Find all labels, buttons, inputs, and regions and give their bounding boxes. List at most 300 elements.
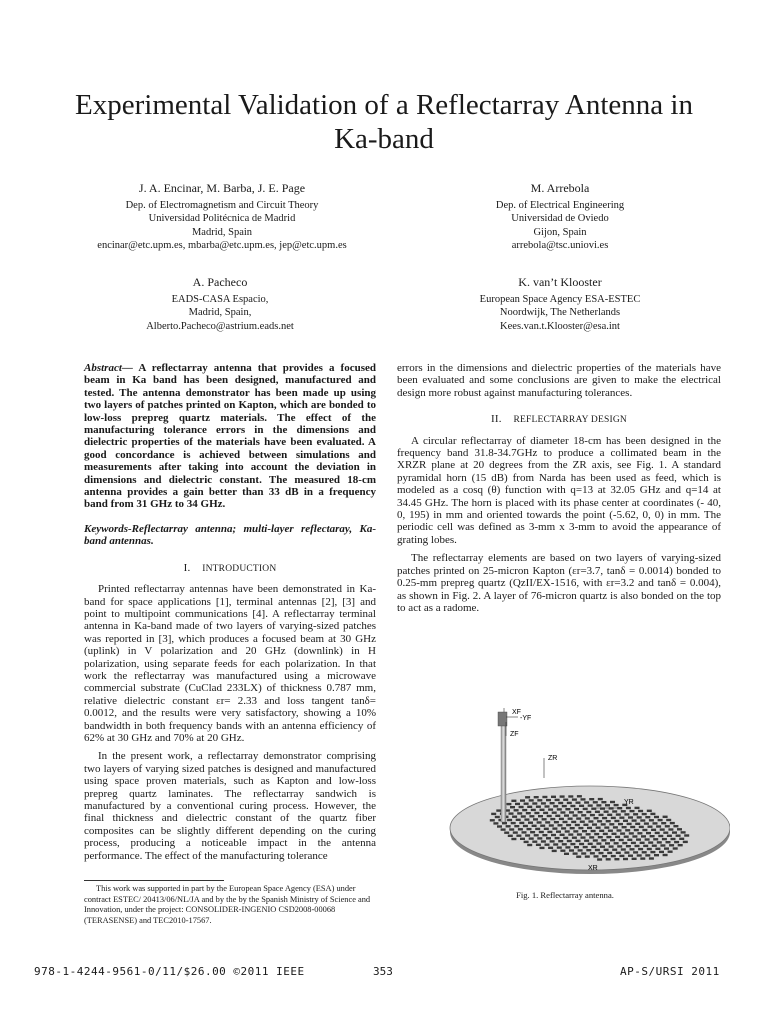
author-block-2 [420, 182, 700, 253]
patch-element [585, 817, 590, 819]
patch-element [627, 823, 632, 825]
patch-element [673, 847, 678, 849]
patch-element [667, 835, 672, 837]
affiliation-line: Noordwijk, The Netherlands [499, 307, 621, 318]
affiliation-line: Gijon, Spain [533, 226, 587, 238]
patch-element [636, 838, 641, 840]
patch-element [524, 818, 529, 820]
patch-element [651, 829, 656, 831]
patch-element [550, 840, 555, 842]
patch-element [576, 817, 581, 819]
patch-element [604, 811, 609, 813]
patch-element [573, 814, 578, 816]
patch-element [669, 844, 674, 846]
section-heading-reflectarray-design: II. REFLECTARRAY DESIGN [491, 413, 627, 426]
patch-element [663, 854, 668, 856]
patch-element [624, 836, 629, 838]
patch-element [595, 811, 600, 813]
patch-element [645, 838, 650, 840]
patch-element [558, 824, 563, 826]
patch-element [545, 844, 550, 846]
patch-element [646, 832, 651, 834]
patch-element [545, 805, 550, 807]
patch-element [510, 806, 515, 808]
patch-element [647, 810, 652, 812]
intro-paragraph-1: Printed reflectarray antennas have been demonstrated in Ka-band for space applications [1], terminal antennas [2], [3] and point to multipoint communications [4]. A reflectarray terminal antenna in Ka-band made of two layers of varying-sized patches was reported in [3], which produces a focused beam at 30 GHz (uplink) in V polarization and 20 GHz (downlink) in H polarization, using separate feeds for each polarization. In that work the reflectarray was manufactured using a microwave commercial substrate (CuClad 233LX) of thickness 0.787 mm, relative dielectric constant εr= 2.33 and loss tangent tanδ= 0.0012, and the results were very satisfactory, showing a 10% bandwidth in both frequency bands with an antenna efficiency of 62% at 30 GHz and 70% at 20 GHz. [84, 583, 376, 744]
patch-element [648, 841, 653, 843]
affiliation-line: EADS-CASA Espacio, [171, 293, 269, 305]
axis-label-xr: XR [588, 865, 598, 872]
patch-element [491, 813, 496, 815]
patch-element [655, 848, 660, 850]
affiliation-line: Universidad de Oviedo [511, 213, 609, 224]
patch-element [588, 843, 593, 845]
patch-element [668, 851, 673, 853]
patch-element [574, 808, 579, 810]
patch-element [661, 822, 666, 824]
abstract-label: Abstract— [84, 362, 133, 374]
feed-horn [498, 712, 507, 726]
patch-element [520, 838, 525, 840]
patch-element [543, 812, 548, 814]
patch-element [653, 838, 658, 840]
footer-conference: AP-S/URSI 2011 [620, 965, 720, 978]
patch-element [650, 835, 655, 837]
patch-element [547, 831, 552, 833]
patch-element [652, 845, 657, 847]
patch-element [620, 832, 625, 834]
patch-element [581, 814, 586, 816]
keywords-text: Reflectarray antenna; multi-layer reflectaray, Ka-band antennas. [84, 522, 376, 548]
patch-element [614, 820, 619, 822]
patch-element [594, 855, 599, 857]
patch-element [570, 827, 575, 829]
patch-element [506, 803, 511, 805]
patch-element [649, 857, 654, 859]
patch-element [542, 818, 547, 820]
patch-element [677, 828, 682, 830]
patch-element [650, 813, 655, 815]
patch-element [547, 815, 552, 817]
patch-element [574, 846, 579, 848]
patch-element [597, 858, 602, 860]
patch-element [516, 835, 521, 837]
patch-element [535, 828, 540, 830]
author-email: Kees.van.t.Klooster@esa.int [500, 320, 620, 332]
patch-element [671, 838, 676, 840]
patch-element [534, 796, 539, 798]
patch-element [559, 818, 564, 820]
patch-element [584, 840, 589, 842]
patch-element [504, 832, 509, 834]
patch-element [573, 852, 578, 854]
patch-element [532, 802, 537, 804]
patch-element [623, 820, 628, 822]
patch-element [612, 849, 617, 851]
patch-element [548, 808, 553, 810]
patch-element [604, 849, 609, 851]
design-paragraph-2: The reflectarray elements are based on two layers of varying-sized patches printed on 25-micron Kapton (εr=3.7, tanδ = 0.0014) bonded to 0.25-mm prepreg quartz (QzII/EX-1516, with εr=3.2 and tanδ = 0.004), as shown in Fig. 2. A layer of 76-micron quartz is also bonded on the top to act as a radome. [397, 552, 721, 614]
patch-element [642, 813, 647, 815]
patch-element [551, 796, 556, 798]
patch-element [550, 818, 555, 820]
patch-element [578, 827, 583, 829]
patch-element [658, 819, 663, 821]
keywords [84, 523, 376, 548]
affiliation-line: Dep. of Electromagnetism and Circuit Theory [125, 199, 319, 211]
patch-element [662, 838, 667, 840]
patch-element [628, 816, 633, 818]
patch-element [634, 829, 639, 831]
patch-element [580, 821, 585, 823]
patch-element [654, 816, 659, 818]
patch-element [629, 832, 634, 834]
patch-element [550, 802, 555, 804]
patch-element [593, 801, 598, 803]
patch-element [511, 838, 516, 840]
patch-element [502, 822, 507, 824]
patch-element [645, 854, 650, 856]
patch-element [585, 855, 590, 857]
patch-element [529, 815, 534, 817]
patch-element [570, 805, 575, 807]
patch-element [509, 812, 514, 814]
patch-element [607, 852, 612, 854]
patch-element [493, 822, 498, 824]
patch-element [538, 815, 543, 817]
patch-element [673, 825, 678, 827]
figure-caption: Fig. 1. Reflectarray antenna. [516, 890, 614, 900]
patch-element [606, 858, 611, 860]
patch-element [607, 814, 612, 816]
patch-element [508, 835, 513, 837]
patch-element [556, 831, 561, 833]
patch-element [572, 798, 577, 800]
patch-element [665, 825, 670, 827]
patch-element [511, 822, 516, 824]
patch-element [540, 825, 545, 827]
patch-element [641, 835, 646, 837]
patch-element [615, 836, 620, 838]
patch-element [633, 851, 638, 853]
patch-element [674, 841, 679, 843]
patch-element [605, 842, 610, 844]
patch-element [591, 846, 596, 848]
patch-element [655, 832, 660, 834]
patch-element [546, 799, 551, 801]
patch-element [650, 851, 655, 853]
patch-element [647, 848, 652, 850]
patch-element [565, 846, 570, 848]
patch-element [567, 840, 572, 842]
patch-element [599, 814, 604, 816]
patch-element [560, 795, 565, 797]
patch-element [645, 816, 650, 818]
patch-element [518, 828, 523, 830]
patch-element [540, 847, 545, 849]
patch-element [565, 808, 570, 810]
patch-element [562, 843, 567, 845]
patch-element [666, 819, 671, 821]
patch-element [617, 829, 622, 831]
patch-element [576, 840, 581, 842]
patch-element [644, 822, 649, 824]
patch-element [681, 831, 686, 833]
patch-element [563, 799, 568, 801]
patch-element [513, 831, 518, 833]
patch-element [600, 846, 605, 848]
patch-element [672, 831, 677, 833]
patch-element [524, 803, 529, 805]
patch-element [601, 839, 606, 841]
patch-element [626, 845, 631, 847]
patch-element [588, 804, 593, 806]
patch-element [565, 830, 570, 832]
patch-element [519, 822, 524, 824]
abstract-text: A reflectarray antenna that provides a focused beam in Ka band has been designed, manufactured and tested. The antenna demonstrator has been made up using two layers of patches printed on Kapton, which are bonded to low-loss prepreg quartz materials. The effect of the manufacturing tolerance errors in the dimensions and dielectric properties of the materials have been evaluated. A good concordance is achieved between simulations and measurements after taking into account the deviation in dimensions and dielectric constant. The measured 18-cm antenna provides a gain better than 33 dB in a frequency band from 31 GHz to 34 GHz. [84, 362, 376, 511]
patch-element [521, 815, 526, 817]
patch-element [602, 817, 607, 819]
patch-element [654, 854, 659, 856]
author-name: M. Arrebola [530, 181, 590, 195]
footer-isbn: 978-1-4244-9561-0/11/$26.00 ©2011 IEEE [34, 965, 305, 978]
patch-element [663, 832, 668, 834]
patch-element [569, 849, 574, 851]
patch-element [496, 809, 501, 811]
patch-element [594, 817, 599, 819]
patch-element [590, 814, 595, 816]
design-paragraph-1: A circular reflectarray of diameter 18-cm has been designed in the frequency band 31.8-34.7GHz to produce a collimated beam in the XRZR plane at 20 degrees from the ZR axis, see Fig. 1. A standard pyramidal horn (15 dB) from Narda has been used as feed, which is modeled as a cosq (θ) function with q=13 at 32.05 GHz and q=14 at 34.45 GHz. The horn is placed with its phase center at coordinates (- 40, 0, 195) in mm and oriented towards the point (-5.62, 0, 0) in mm. The periodic cell was defined as 3-mm x 3-mm to avoid the appearance of grating lobes. [397, 434, 721, 546]
patch-element [529, 799, 534, 801]
author-email: arrebola@tsc.uniovi.es [511, 240, 609, 251]
patch-element [519, 806, 524, 808]
patch-element [624, 851, 629, 853]
patch-element [637, 854, 642, 856]
patch-element [579, 805, 584, 807]
patch-element [640, 857, 645, 859]
patch-element [511, 800, 516, 802]
patch-element [533, 818, 538, 820]
patch-element [517, 812, 522, 814]
patch-element [601, 823, 606, 825]
patch-element [605, 804, 610, 806]
patch-element [632, 858, 637, 860]
patch-element [606, 820, 611, 822]
patch-element [603, 833, 608, 835]
patch-element [571, 821, 576, 823]
affiliation-line: Madrid, Spain, [188, 307, 252, 318]
patch-element [643, 845, 648, 847]
patch-element [616, 813, 621, 815]
patch-element [642, 851, 647, 853]
patch-element [583, 846, 588, 848]
patch-element [553, 843, 558, 845]
patch-element [670, 822, 675, 824]
patch-element [560, 834, 565, 836]
patch-element [526, 812, 531, 814]
axis-label-zr: ZR [548, 755, 558, 762]
patch-element [531, 809, 536, 811]
author-block-1 [72, 182, 372, 253]
patch-element [658, 835, 663, 837]
patch-element [583, 824, 588, 826]
patch-element [613, 826, 618, 828]
patch-element [578, 849, 583, 851]
patch-element [541, 802, 546, 804]
patch-element [684, 834, 689, 836]
patch-element [592, 823, 597, 825]
patch-element [553, 805, 558, 807]
footnote-rule [84, 880, 224, 881]
patch-element [558, 802, 563, 804]
keywords-label: Keywords- [84, 522, 132, 535]
patch-element [581, 852, 586, 854]
patch-element [537, 821, 542, 823]
patch-element [575, 824, 580, 826]
patch-element [663, 816, 668, 818]
patch-element [516, 819, 521, 821]
patch-element [614, 842, 619, 844]
patch-element [527, 806, 532, 808]
patch-element [532, 841, 537, 843]
patch-element [660, 844, 665, 846]
footnote: This work was supported in part by the European Space Agency (ESA) under contract ESTEC/ 20413/06/NL/JA and by the by the Spanish Ministry of Science and Innovation, under the project: CONSOLIDER-INGENIO CSD2008-00068 (TERASENSE) and TEC2010-17567. [84, 884, 371, 925]
patch-element [678, 844, 683, 846]
author-name: J. A. Encinar, M. Barba, J. E. Page [138, 181, 306, 195]
patch-element [506, 825, 511, 827]
patch-element [584, 801, 589, 803]
patch-element [534, 834, 539, 836]
patch-element [632, 835, 637, 837]
patch-element [648, 826, 653, 828]
patch-element [593, 839, 598, 841]
patch-element [522, 809, 527, 811]
patch-element [514, 825, 519, 827]
patch-element [551, 834, 556, 836]
patch-element [552, 850, 557, 852]
patch-element [572, 837, 577, 839]
patch-element [524, 841, 529, 843]
patch-element [555, 799, 560, 801]
patch-element [558, 840, 563, 842]
author-block-4 [420, 276, 700, 333]
patch-element [639, 826, 644, 828]
patch-element [642, 829, 647, 831]
patch-element [609, 823, 614, 825]
patch-element [532, 825, 537, 827]
affiliation-line: Universidad Politécnica de Madrid [148, 213, 296, 224]
patch-element [579, 843, 584, 845]
patch-element [576, 856, 581, 858]
patch-element [567, 802, 572, 804]
section-heading-introduction: I. INTRODUCTION [183, 561, 277, 574]
patch-element [611, 817, 616, 819]
patch-element [573, 830, 578, 832]
patch-element [576, 802, 581, 804]
patch-element [534, 812, 539, 814]
patch-element [640, 819, 645, 821]
patch-element [619, 855, 624, 857]
author-name: K. van’t Klooster [518, 275, 602, 289]
patch-element [635, 823, 640, 825]
patch-element [495, 816, 500, 818]
patch-element [621, 848, 626, 850]
patch-element [653, 822, 658, 824]
patch-element [536, 844, 541, 846]
author-block-3 [100, 276, 340, 333]
patch-element [560, 850, 565, 852]
patch-element [614, 858, 619, 860]
axis-label-yr: YR [624, 799, 634, 806]
affiliation-line: European Space Agency ESA-ESTEC [479, 293, 641, 305]
patch-element [594, 833, 599, 835]
footer-page-number: 353 [373, 965, 393, 978]
patch-element [523, 825, 528, 827]
patch-element [528, 822, 533, 824]
affiliation-line: Dep. of Electrical Engineering [495, 199, 625, 211]
patch-element [618, 823, 623, 825]
patch-element [522, 831, 527, 833]
patch-element [630, 848, 635, 850]
patch-element [649, 819, 654, 821]
patch-element [611, 855, 616, 857]
patch-element [568, 833, 573, 835]
patch-element [568, 795, 573, 797]
patch-element [616, 852, 621, 854]
patch-element [588, 820, 593, 822]
patch-element [552, 827, 557, 829]
patch-element [562, 805, 567, 807]
patch-element [581, 836, 586, 838]
patch-element [637, 816, 642, 818]
patch-element [542, 796, 547, 798]
patch-element [622, 826, 627, 828]
patch-element [614, 804, 619, 806]
patch-element [568, 818, 573, 820]
patch-element [497, 825, 502, 827]
axis-label-xf: XF [512, 709, 521, 716]
patch-element [604, 826, 609, 828]
patch-element [625, 829, 630, 831]
axis-label-yf: -YF [520, 715, 532, 722]
patch-element [679, 838, 684, 840]
patch-element [514, 809, 519, 811]
patch-element [666, 841, 671, 843]
patch-element [537, 837, 542, 839]
patch-element [577, 833, 582, 835]
patch-element [578, 811, 583, 813]
patch-element [525, 796, 530, 798]
patch-element [512, 816, 517, 818]
patch-element [660, 828, 665, 830]
patch-element [548, 847, 553, 849]
patch-element [490, 819, 495, 821]
patch-element [608, 830, 613, 832]
affiliation-line: Madrid, Spain [191, 226, 253, 238]
patch-element [546, 837, 551, 839]
patch-element [582, 830, 587, 832]
patch-element [623, 858, 628, 860]
patch-element [612, 810, 617, 812]
axis-label-zf: ZF [510, 731, 519, 738]
patch-element [557, 808, 562, 810]
patch-element [630, 810, 635, 812]
author-name: A. Pacheco [192, 275, 248, 289]
patch-element [589, 798, 594, 800]
patch-element [637, 832, 642, 834]
patch-element [591, 830, 596, 832]
patch-element [640, 842, 645, 844]
